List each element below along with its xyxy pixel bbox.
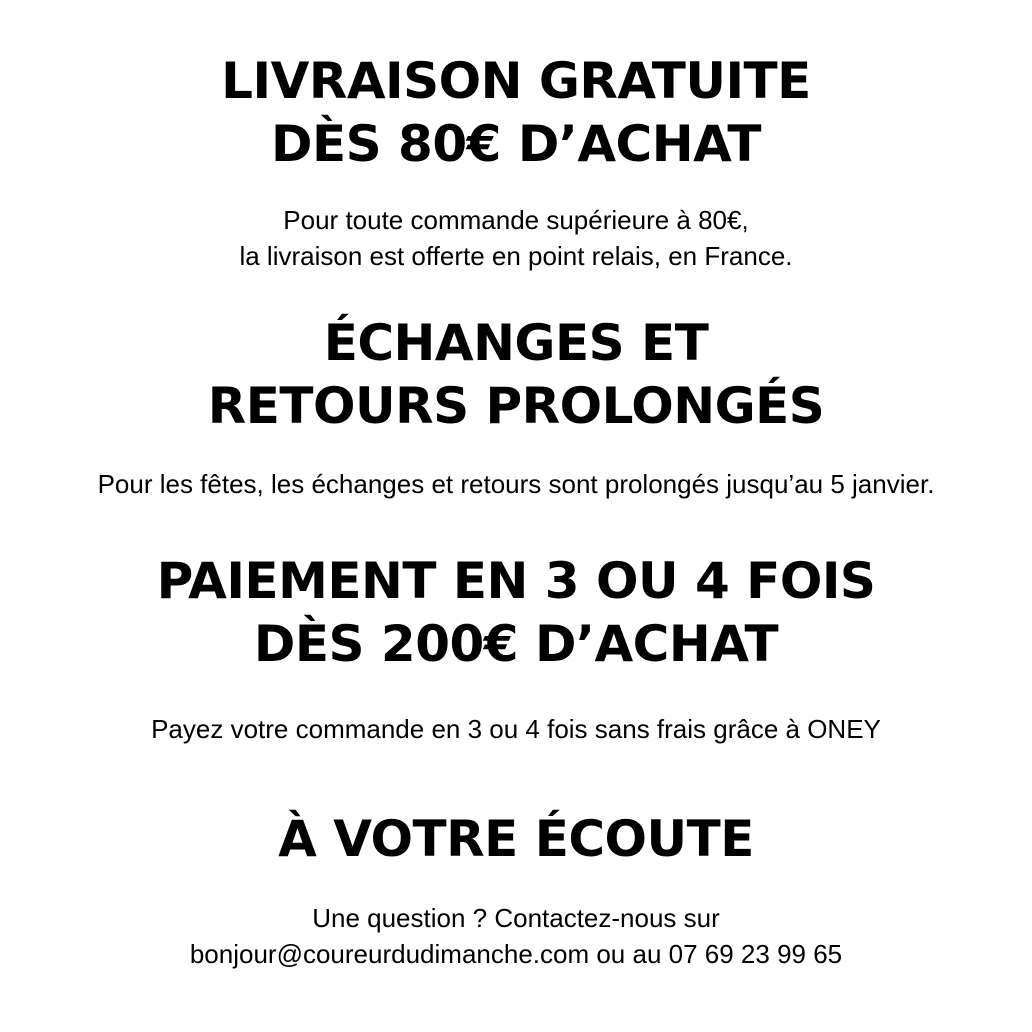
returns-description (0, 466, 1032, 502)
contact-description (0, 900, 1032, 972)
heading-line: RETOURS PROLONGÉS (207, 377, 825, 435)
heading-line: ÉCHANGES ET (323, 314, 709, 372)
description-line: Payez votre commande en 3 ou 4 fois sans frais grâce à ONEY (151, 714, 881, 744)
description-line: Une question ? Contactez-nous sur (312, 903, 720, 933)
free-delivery-heading (0, 50, 1032, 176)
heading-line: DÈS 80€ D’ACHAT (270, 115, 761, 173)
contact-details-line: bonjour@coureurdudimanche.com ou au 07 69 23 99 65 (189, 939, 843, 969)
returns-heading (0, 312, 1032, 438)
description-line: Pour les fêtes, les échanges et retours sont prolongés jusqu’au 5 janvier. (97, 469, 935, 499)
installment-payment-description (0, 711, 1032, 747)
description-line: la livraison est offerte en point relais, en France. (239, 241, 793, 271)
contact-heading (0, 808, 1032, 871)
installment-payment-heading (0, 550, 1032, 676)
heading-line: DÈS 200€ D’ACHAT (253, 615, 779, 673)
heading-line: LIVRAISON GRATUITE (221, 52, 811, 110)
heading-line: PAIEMENT EN 3 OU 4 FOIS (156, 552, 876, 610)
heading-line: À VOTRE ÉCOUTE (278, 810, 754, 868)
free-delivery-description (0, 202, 1032, 274)
description-line: Pour toute commande supérieure à 80€, (283, 205, 749, 235)
